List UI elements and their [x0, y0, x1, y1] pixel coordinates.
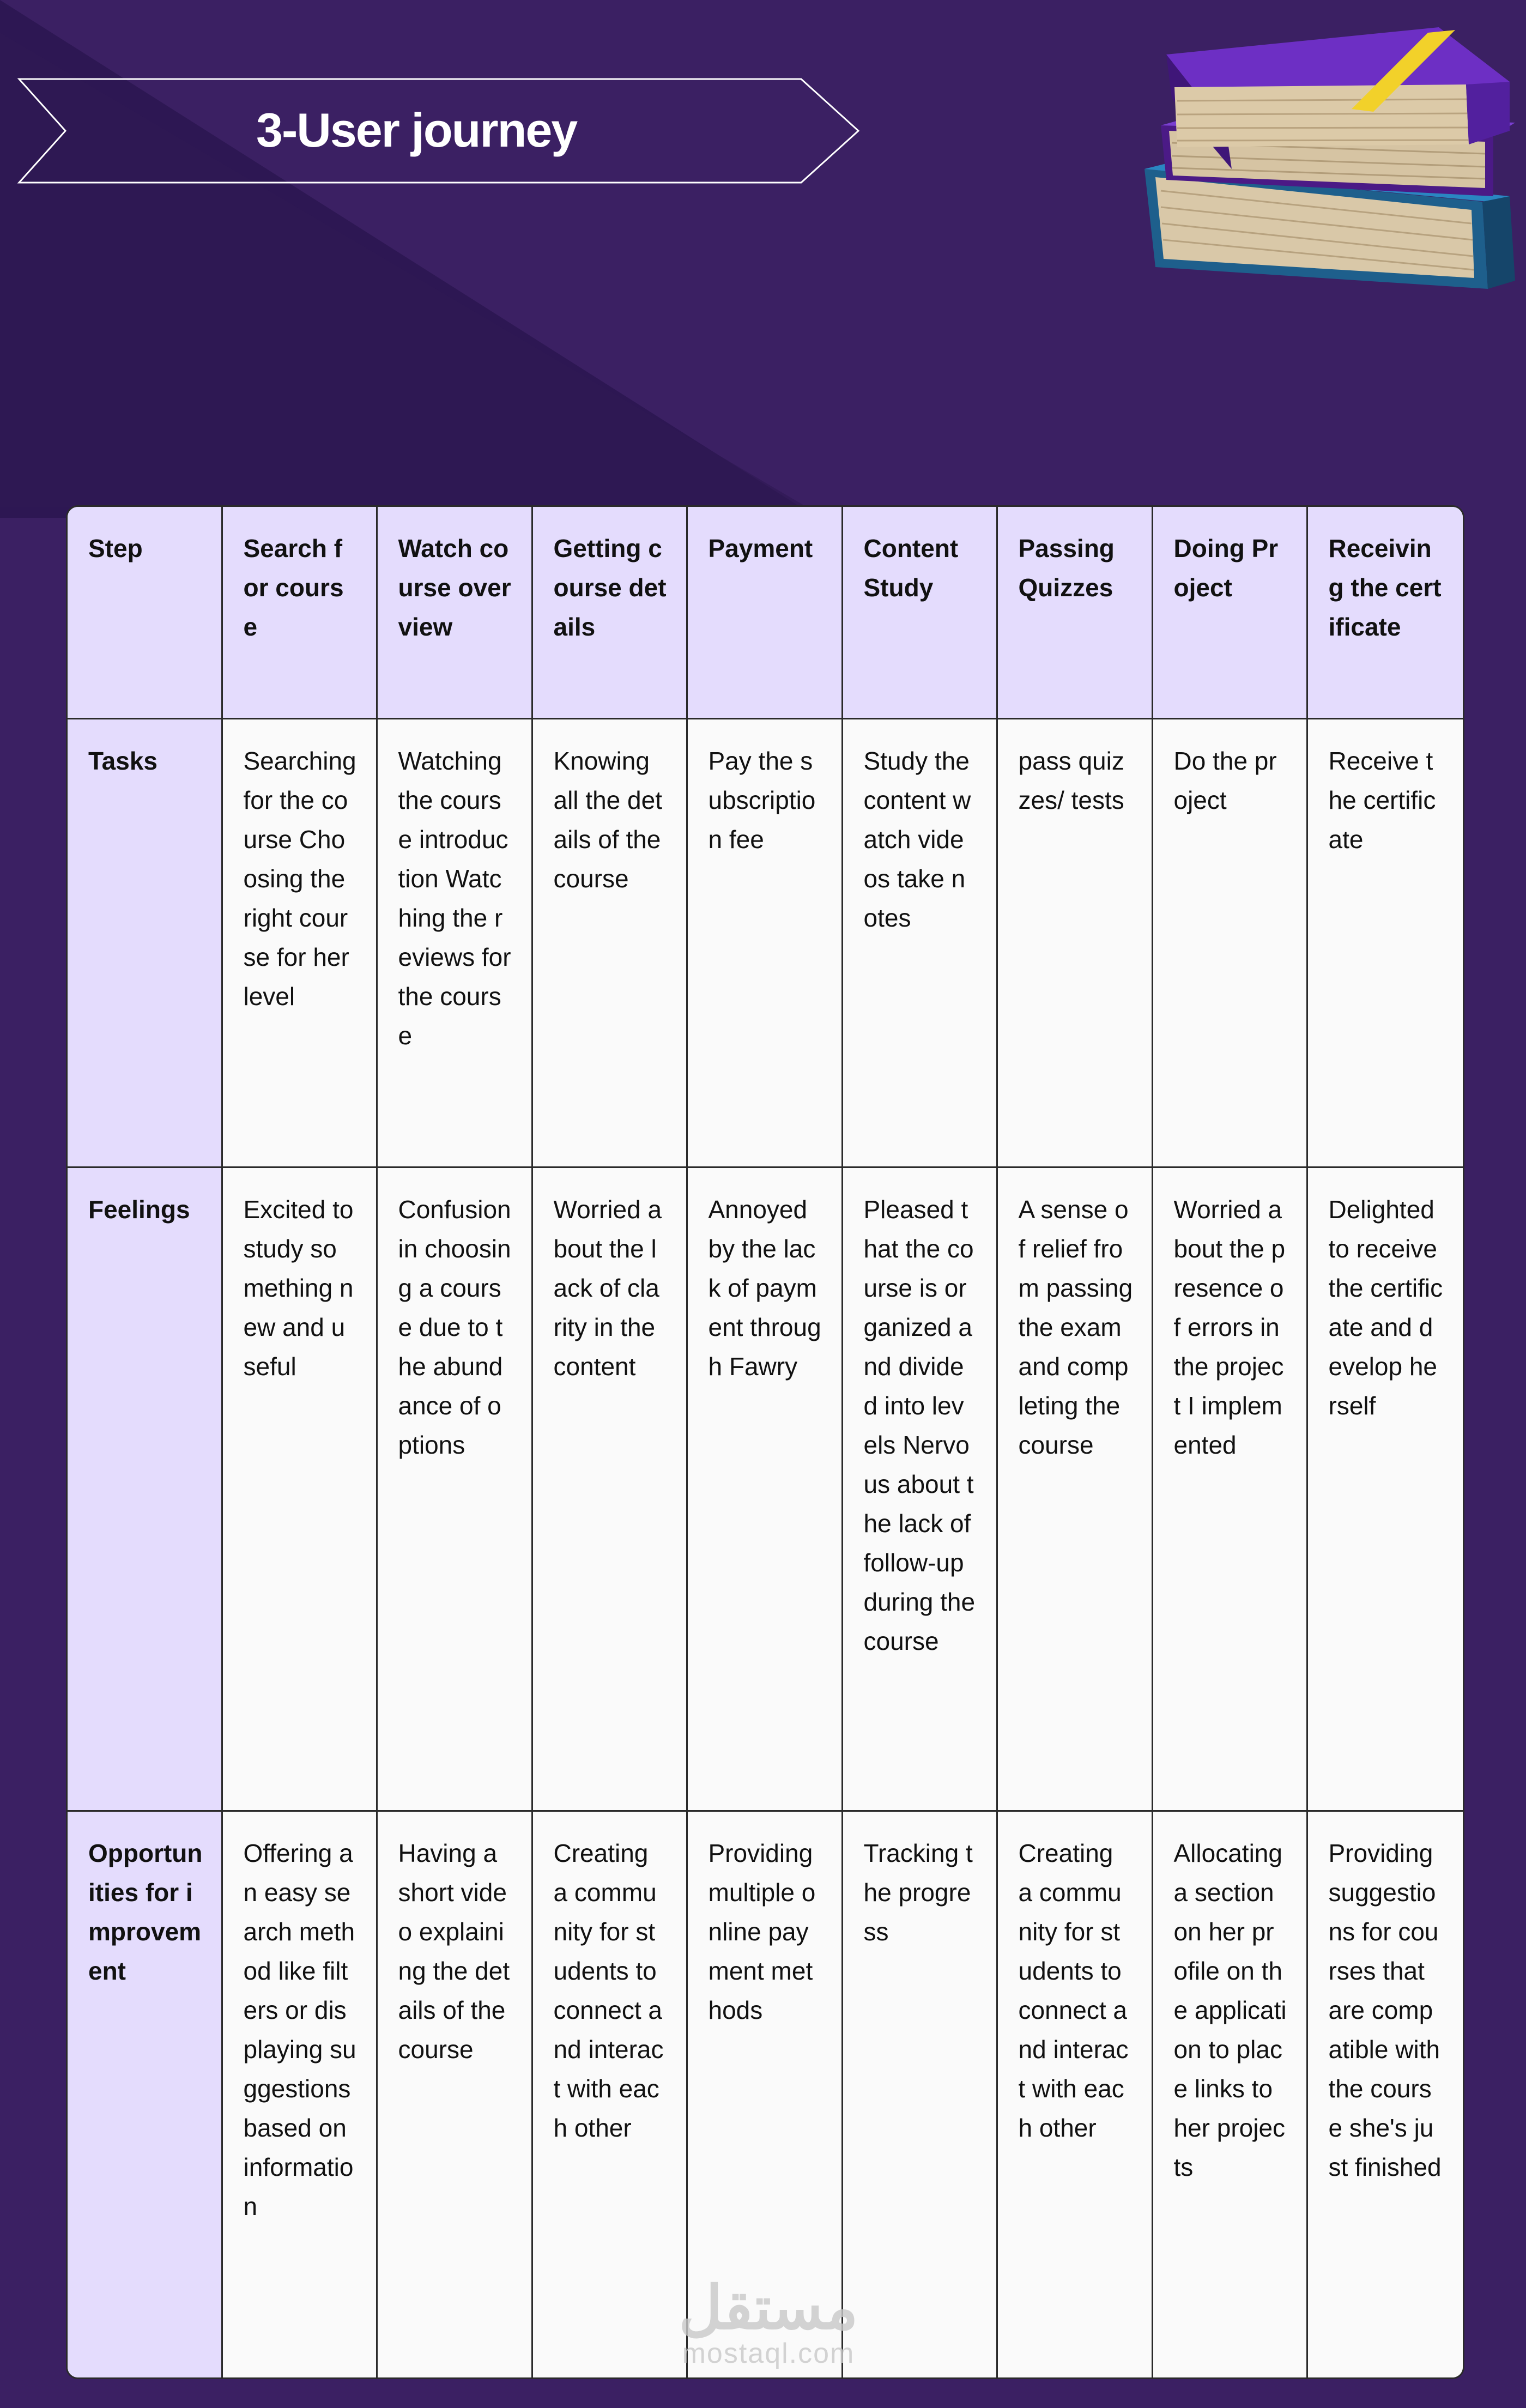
user-journey-table: [66, 505, 1464, 2379]
table-row-tasks: [68, 718, 1463, 1167]
step-cell: Search for course: [222, 507, 377, 718]
step-cell: Getting course details: [532, 507, 687, 718]
feeling-cell: Excited to study something new and useful: [222, 1167, 377, 1811]
feeling-cell: A sense of relief from passing the exam and completing the course: [997, 1167, 1152, 1811]
table-row-step: [68, 507, 1463, 718]
opportunity-cell: Providing suggestions for courses that are compatible with the course she's just finished: [1307, 1811, 1463, 2377]
step-cell: Content Study: [842, 507, 997, 718]
table-row-feelings: [68, 1167, 1463, 1811]
feeling-cell: Worried about the presence of errors in the project I implemented: [1152, 1167, 1307, 1811]
task-cell: Searching for the course Choosing the right course for her level: [222, 718, 377, 1167]
watermark: [670, 2274, 867, 2369]
step-cell: Receiving the certificate: [1307, 507, 1463, 718]
row-label-step: Step: [68, 507, 222, 718]
opportunity-cell: Creating a community for students to connect and interact with each other: [997, 1811, 1152, 2377]
step-cell: Passing Quizzes: [997, 507, 1152, 718]
step-cell: Payment: [687, 507, 842, 718]
task-cell: Pay the subscription fee: [687, 718, 842, 1167]
step-cell: Doing Project: [1152, 507, 1307, 718]
feeling-cell: Pleased that the course is organized and divided into levels Nervous about the lack of follow-up during the course: [842, 1167, 997, 1811]
task-cell: Study the content watch videos take notes: [842, 718, 997, 1167]
opportunity-cell: Tracking the progress: [842, 1811, 997, 2377]
feeling-cell: Confusion in choosing a course due to the abundance of options: [377, 1167, 532, 1811]
task-cell: Watching the course introduction Watching the reviews for the course: [377, 718, 532, 1167]
books-icon: [1134, 5, 1526, 311]
task-cell: pass quizzes/ tests: [997, 718, 1152, 1167]
row-label-tasks: Tasks: [68, 718, 222, 1167]
task-cell: Do the project: [1152, 718, 1307, 1167]
opportunity-cell: Offering an easy search method like filters or displaying suggestions based on information: [222, 1811, 377, 2377]
task-cell: Receive the certificate: [1307, 718, 1463, 1167]
opportunity-cell: Providing multiple online payment methods: [687, 1811, 842, 2377]
row-label-feelings: Feelings: [68, 1167, 222, 1811]
feeling-cell: Delighted to receive the certificate and develop herself: [1307, 1167, 1463, 1811]
watermark-arabic: مستقل: [679, 2274, 858, 2342]
step-cell: Watch course overview: [377, 507, 532, 718]
feeling-cell: Worried about the lack of clarity in the content: [532, 1167, 687, 1811]
row-label-opportunities: Opportunities for improvement: [68, 1811, 222, 2377]
feeling-cell: Annoyed by the lack of payment through Fawry: [687, 1167, 842, 1811]
page-title: 3-User journey: [256, 103, 577, 157]
opportunity-cell: Allocating a section on her profile on the application to place links to her projects: [1152, 1811, 1307, 2377]
opportunity-cell: Having a short video explaining the details of the course: [377, 1811, 532, 2377]
task-cell: Knowing all the details of the course: [532, 718, 687, 1167]
watermark-latin: mostaql.com: [682, 2338, 855, 2369]
opportunity-cell: Creating a community for students to connect and interact with each other: [532, 1811, 687, 2377]
